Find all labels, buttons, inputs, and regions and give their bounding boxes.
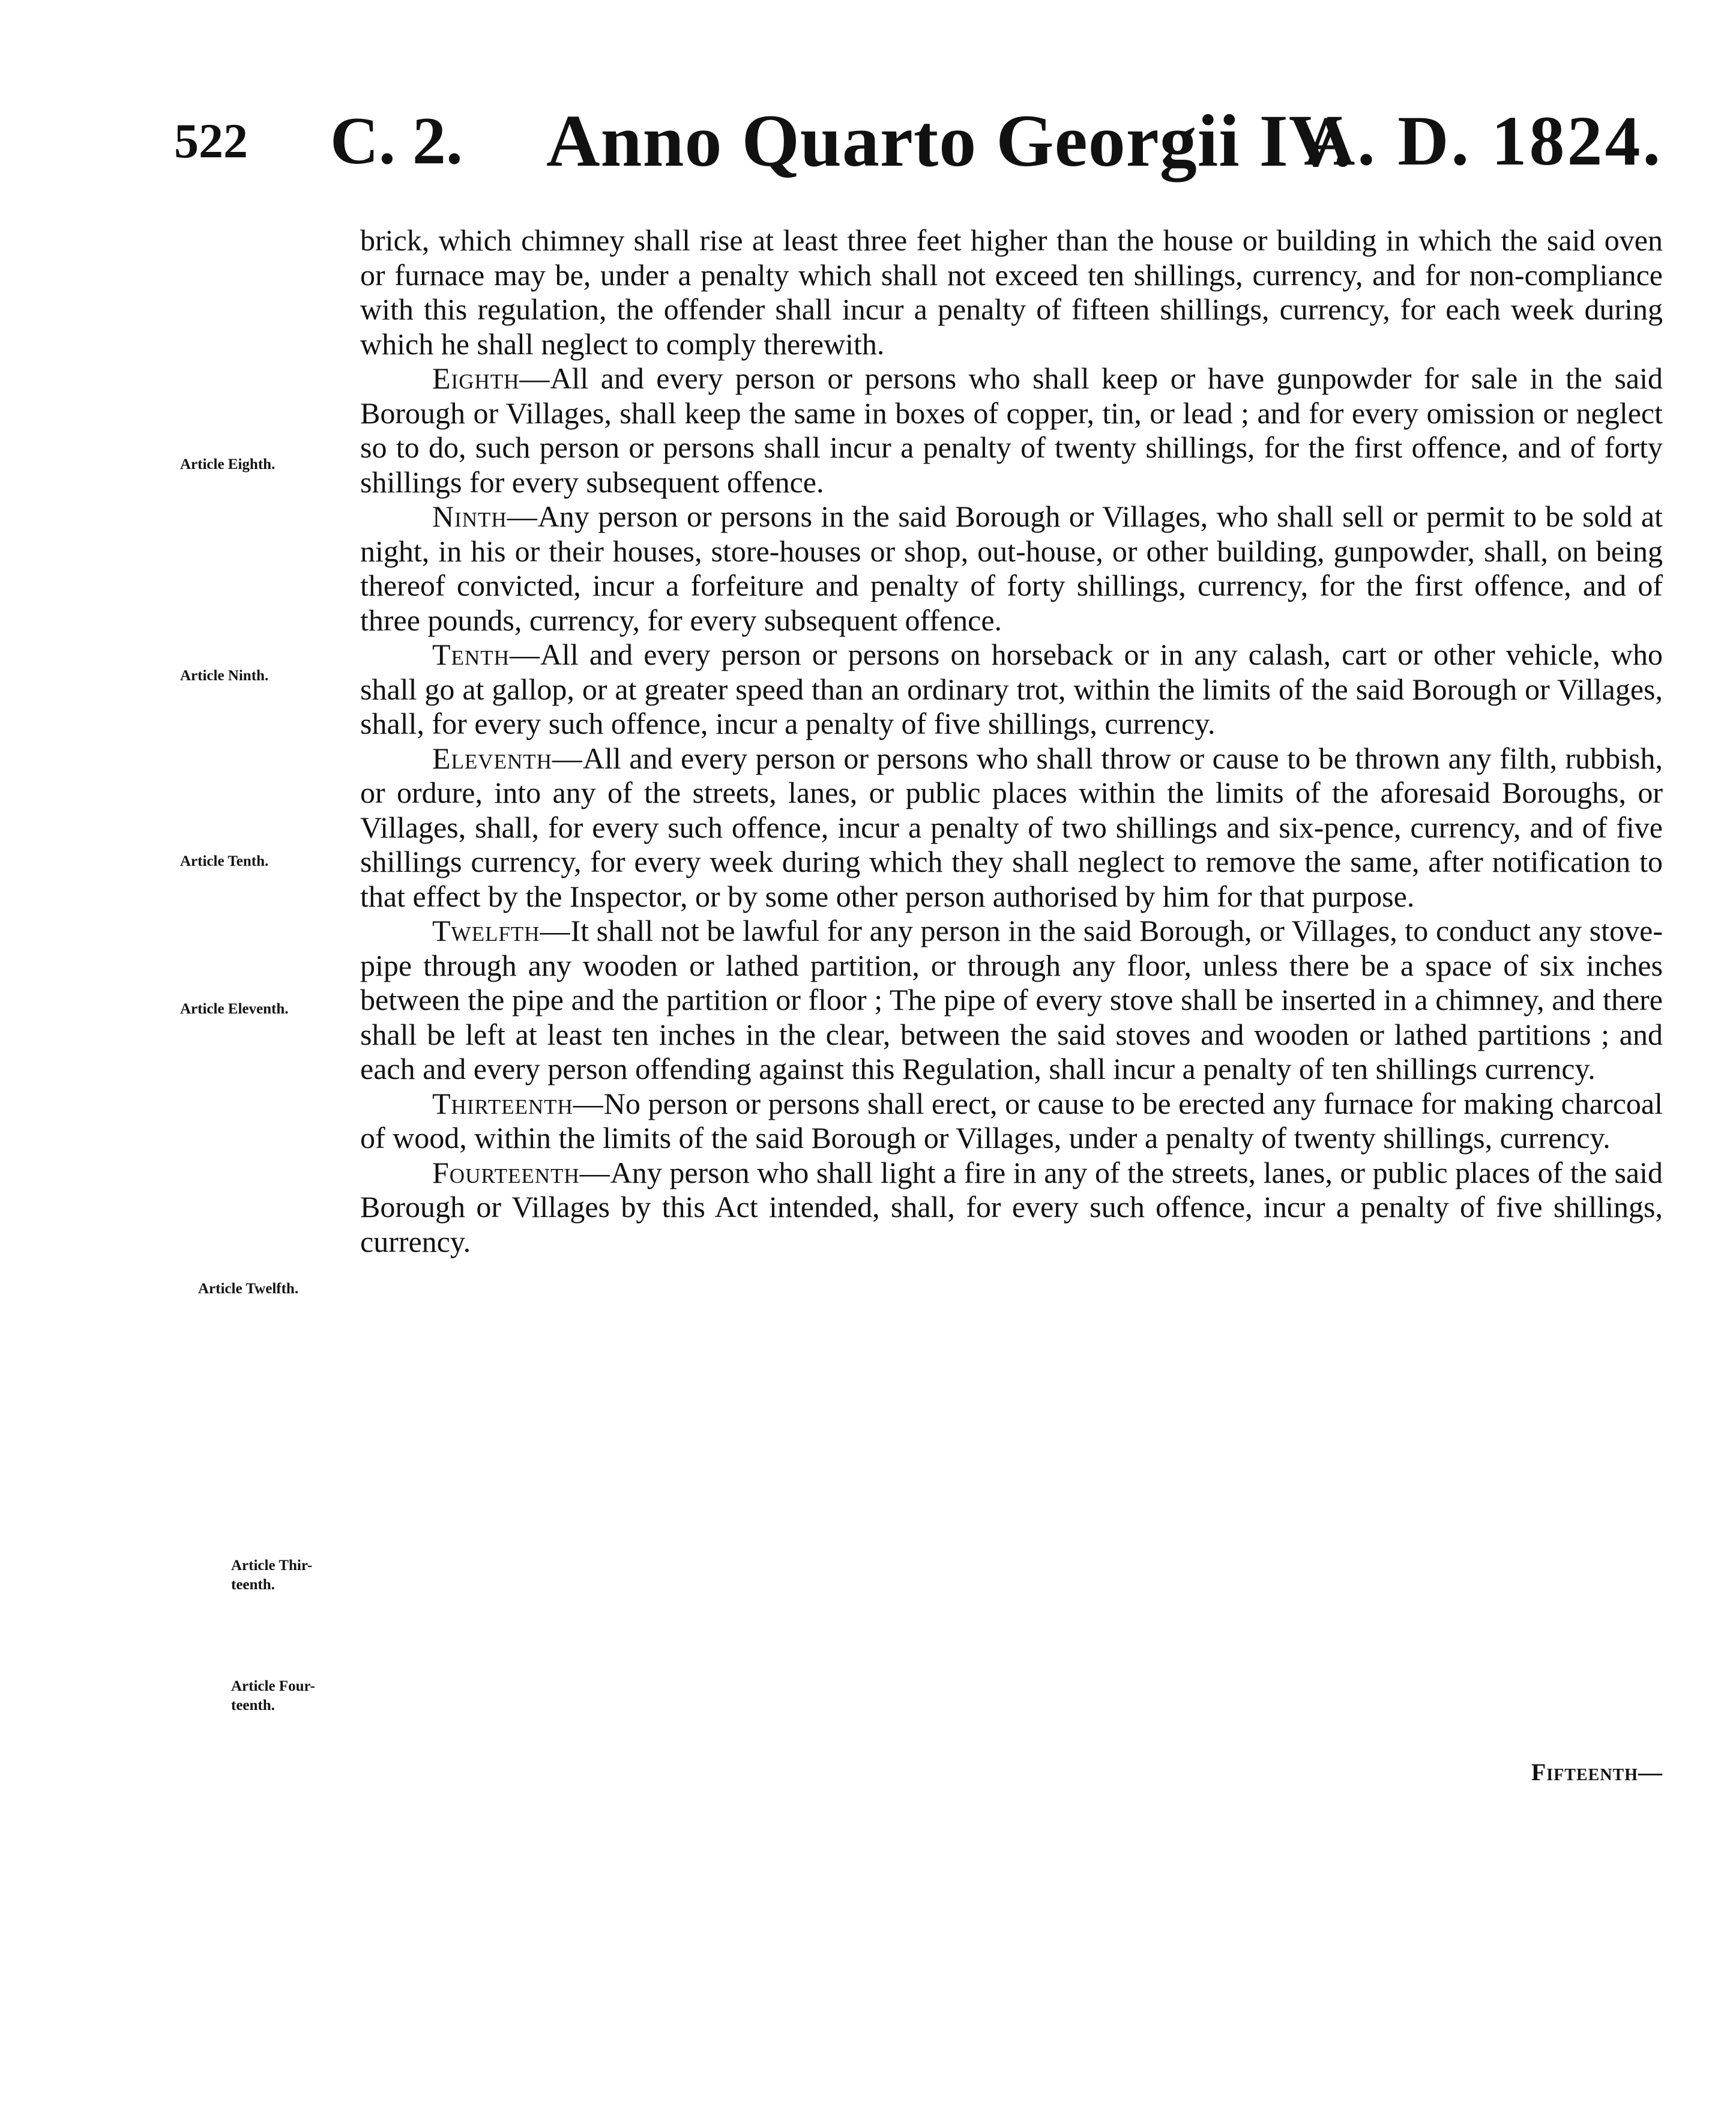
article-lead: Twelfth— xyxy=(432,914,571,947)
margin-note-line: Article Tenth. xyxy=(180,853,269,869)
margin-note-line: Article Twelfth. xyxy=(198,1281,299,1297)
margin-note-article-ninth xyxy=(180,666,360,686)
paragraph-text: It shall not be lawful for any person in the said Borough, or Villages, to conduct any stove-pipe through any wooden or lathed partition, or through any floor, unless there be a space of six inches between the pipe and the partition or floor ; The pipe of every stove shall be inserted in a chimney, and there shall be left at least ten inches in the clear, between the said stoves and wooden or lathed partitions ; and each and every person offending against this Regulation, shall incur a penalty of ten shillings currency. xyxy=(360,914,1663,1086)
article-lead: Tenth— xyxy=(432,638,540,671)
margin-notes xyxy=(0,0,360,2105)
page-number: 522 xyxy=(174,113,248,168)
paragraph-text: brick, which chimney shall rise at least three feet higher than the house or building in which the said oven or furnace may be, under a penalty which shall not exceed ten shillings, currency, and for non-compliance with this regulation, the offender shall incur a penalty of fifteen shillings, currency, for each week during which he shall neglect to comply therewith. xyxy=(360,223,1663,361)
margin-note-line: Article Four- xyxy=(231,1678,315,1694)
paragraph-article-eleventh xyxy=(360,741,1663,914)
article-lead: Eleventh— xyxy=(432,741,583,775)
paragraph-text: Any person who shall light a fire in any of the streets, lanes, or public places of the said Borough or Villages by this Act intended, shall, for every such offence, incur a penalty of five shillings, currency. xyxy=(360,1155,1663,1258)
paragraph-article-eighth xyxy=(360,361,1663,500)
paragraph-text: All and every person or persons who shall throw or cause to be thrown any filth, rubbish, or ordure, into any of the streets, lanes, or public places within the limits of the aforesaid Boroughs, or Villages, shall, for every such offence, incur a penalty of two shillings and six-pence, currency, and of five shillings currency, for every week during which they shall neglect to remove the same, after notification to that effect by the Inspector, or by some other person authorised by him for that purpose. xyxy=(360,741,1663,913)
article-lead: Fourteenth— xyxy=(432,1155,610,1189)
paragraph-article-tenth xyxy=(360,638,1663,741)
catchword: Fifteenth— xyxy=(1531,1759,1663,1786)
margin-note-article-eighth xyxy=(180,455,360,474)
paragraph-continuation xyxy=(360,223,1663,361)
chapter-number: C. 2. xyxy=(330,104,463,178)
body-text xyxy=(360,223,1663,1259)
paragraph-text: All and every person or persons on horseback or in any calash, cart or other vehicle, who shall go at gallop, or at greater speed than an ordinary trot, within the limits of the said Borough or Villages, shall, for every such offence, incur a penalty of five shillings, currency. xyxy=(360,638,1663,740)
running-header xyxy=(174,90,1663,192)
margin-note-article-eleventh xyxy=(180,1000,360,1019)
paragraph-text: Any person or persons in the said Borough or Villages, who shall sell or permit to be sold at night, in his or their houses, store-houses or shop, out-house, or other building, gunpowder, shall, on being thereof convicted, incur a forfeiture and penalty of forty shillings, currency, for the first offence, and of three pounds, currency, for every subsequent offence. xyxy=(360,500,1663,637)
margin-note-line: Article Thir- xyxy=(231,1557,313,1574)
margin-note-line: Article Eighth. xyxy=(180,456,276,473)
paragraph-text: No person or persons shall erect, or cause to be erected any furnace for making charcoal of wood, within the limits of the said Borough or Villages, under a penalty of twenty shillings, currency. xyxy=(360,1086,1663,1155)
margin-note-line: teenth. xyxy=(231,1697,275,1714)
paragraph-article-twelfth xyxy=(360,914,1663,1087)
margin-note-article-tenth xyxy=(180,852,360,871)
margin-note-line: Article Ninth. xyxy=(180,668,269,684)
margin-note-article-fourteenth xyxy=(231,1677,411,1715)
article-lead: Thirteenth— xyxy=(432,1086,604,1120)
margin-note-article-twelfth xyxy=(198,1279,378,1299)
margin-note-line: teenth. xyxy=(231,1577,275,1593)
paragraph-article-thirteenth xyxy=(360,1087,1663,1156)
year-heading: A. D. 1824. xyxy=(1304,101,1663,180)
margin-note-article-thirteenth xyxy=(231,1556,411,1595)
article-lead: Ninth— xyxy=(432,500,538,533)
paragraph-text: All and every person or persons who shall keep or have gunpowder for sale in the said Borough or Villages, shall keep the same in boxes of copper, tin, or lead ; and for every omission or neglect so to do, such person or persons shall incur a penalty of twenty shillings, for the first offence, and of forty shillings for every subsequent offence. xyxy=(360,361,1663,499)
running-title: Anno Quarto Georgii IV. xyxy=(546,100,1353,182)
margin-note-line: Article Eleventh. xyxy=(180,1001,289,1017)
article-lead: Eighth— xyxy=(432,361,550,395)
paragraph-article-ninth xyxy=(360,500,1663,638)
paragraph-article-fourteenth xyxy=(360,1156,1663,1260)
